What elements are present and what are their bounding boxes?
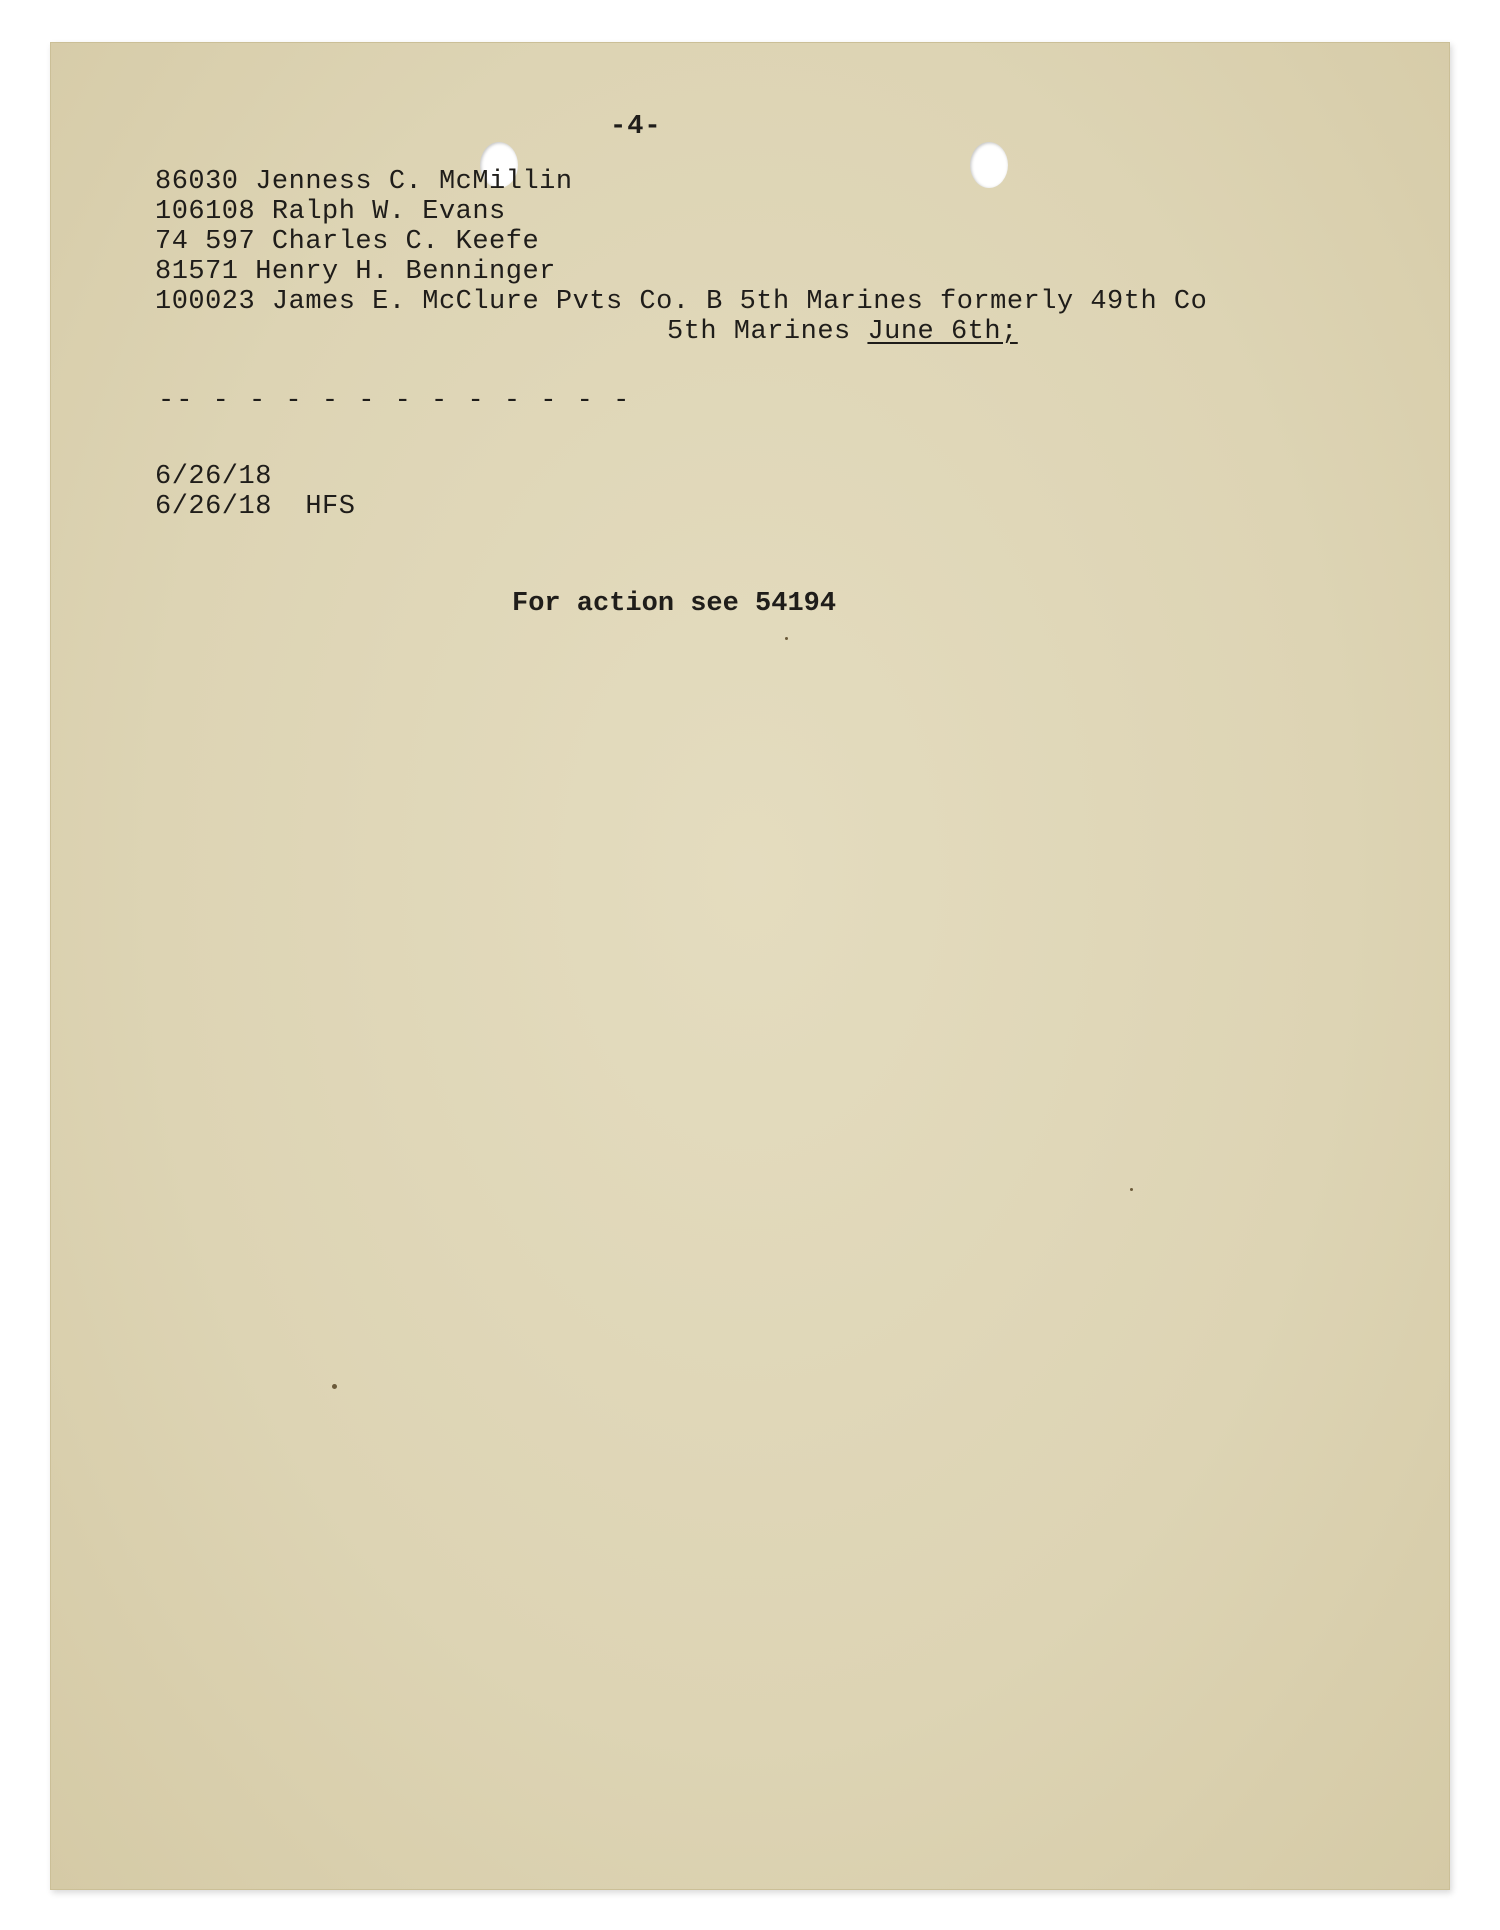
underlined-date: June 6th; [867, 317, 1018, 347]
continuation-text: 5th Marines [667, 317, 868, 347]
separator-line: -- - - - - - - - - - - - - [158, 386, 632, 416]
page-number: -4- [610, 112, 662, 142]
document-page [50, 42, 1450, 1890]
date-line-1: 6/26/18 [155, 462, 272, 492]
roster-line-4: 81571 Henry H. Benninger [155, 257, 556, 287]
action-note: For action see 54194 [512, 589, 837, 619]
punch-hole-right [970, 142, 1008, 188]
date-line-2: 6/26/18 HFS [155, 492, 356, 522]
paper-speck [332, 1384, 337, 1389]
roster-line-5: 100023 James E. McClure Pvts Co. B 5th Marines formerly 49th Co [155, 287, 1208, 317]
roster-line-3: 74 597 Charles C. Keefe [155, 227, 540, 257]
roster-line-5-continuation [667, 317, 1018, 347]
paper-speck [1130, 1188, 1133, 1191]
paper-speck [785, 637, 788, 640]
roster-line-2: 106108 Ralph W. Evans [155, 197, 506, 227]
roster-line-1: 86030 Jenness C. McMillin [155, 167, 573, 197]
